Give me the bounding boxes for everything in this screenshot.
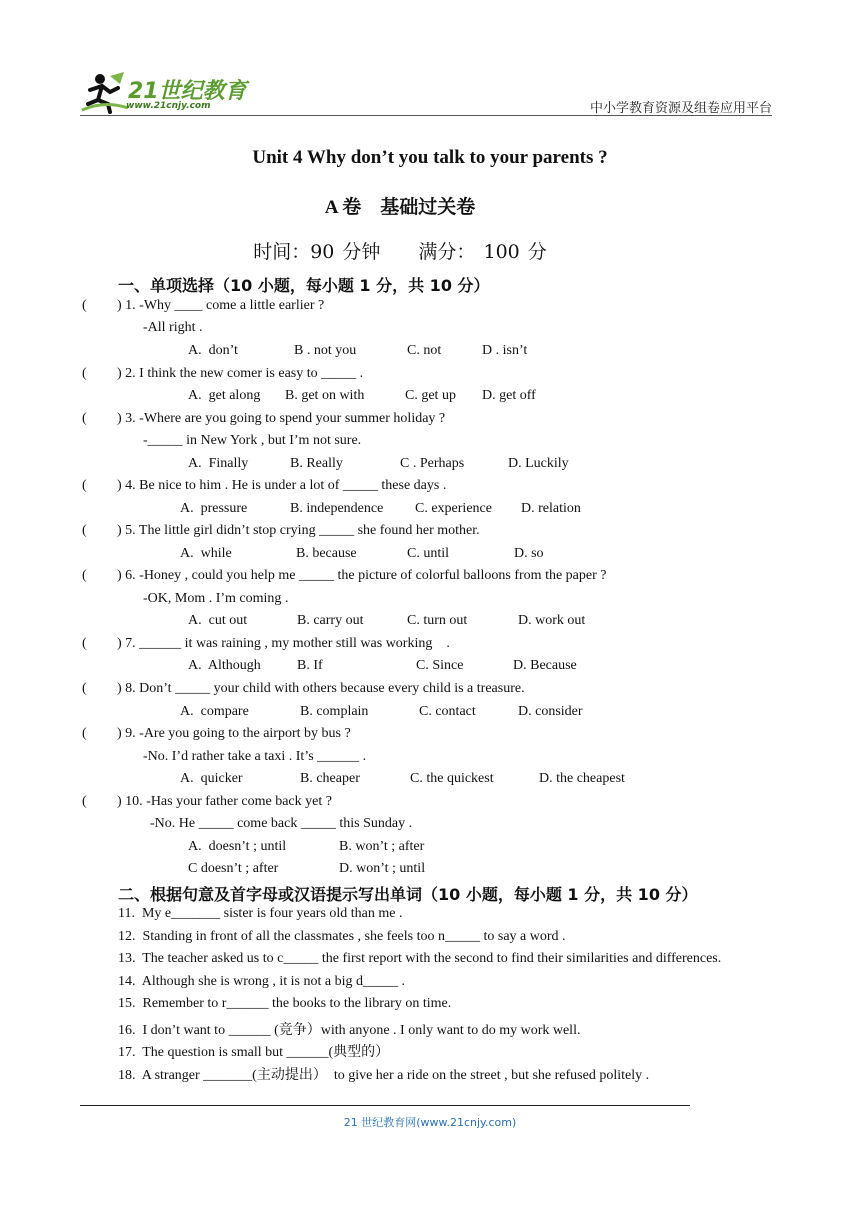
- question-stem: ) 1. -Why ____ come a little earlier ?: [117, 298, 325, 313]
- question-stem: ) 10. -Has your father come back yet ?: [117, 794, 332, 809]
- answer-paren[interactable]: (: [82, 568, 87, 583]
- option-b: B. cheaper: [300, 771, 360, 786]
- option-a: A. compare: [180, 704, 249, 719]
- question-stem-2: -All right .: [143, 320, 203, 335]
- option-b: B. If: [297, 658, 323, 673]
- option-b: B. get on with: [285, 388, 365, 403]
- page-title: Unit 4 Why don’t you talk to your parents ?: [252, 147, 608, 168]
- fill-blank-item: 17. The question is small but ______(典型的）: [118, 1045, 390, 1060]
- header-divider: [80, 115, 772, 116]
- question-stem: ) 7. ______ it was raining , my mother still was working .: [117, 636, 450, 651]
- question-stem: ) 3. -Where are you going to spend your summer holiday ?: [117, 411, 446, 426]
- option-d: D. Because: [513, 658, 577, 673]
- option-d: D. Luckily: [508, 456, 569, 471]
- option-a: A. don’t: [188, 343, 238, 358]
- answer-paren[interactable]: (: [82, 298, 87, 313]
- answer-paren[interactable]: (: [82, 794, 87, 809]
- answer-paren[interactable]: (: [82, 411, 87, 426]
- option-a: A. get along: [188, 388, 261, 403]
- question-stem-2: -No. I’d rather take a taxi . It’s ______ .: [143, 749, 367, 764]
- option-b: B. because: [296, 546, 357, 561]
- option-a: A. quicker: [180, 771, 243, 786]
- answer-paren[interactable]: (: [82, 478, 87, 493]
- option-b: B. complain: [300, 704, 369, 719]
- question-stem: ) 4. Be nice to him . He is under a lot of _____ these days .: [117, 478, 447, 493]
- fill-blank-item: 11. My e_______ sister is four years old than me .: [118, 906, 403, 921]
- option-d: D. the cheapest: [539, 771, 625, 786]
- option-c: C . Perhaps: [400, 456, 465, 471]
- answer-paren[interactable]: (: [82, 681, 87, 696]
- footer-divider: [80, 1105, 690, 1106]
- option-a: A. doesn’t ; until: [188, 839, 287, 854]
- option-d: D. get off: [482, 388, 536, 403]
- option-b: B. carry out: [297, 613, 364, 628]
- option-a: A. Although: [188, 658, 261, 673]
- option-d: D . isn’t: [482, 343, 528, 358]
- question-stem: ) 6. -Honey , could you help me _____ the picture of colorful balloons from the paper ?: [117, 568, 607, 583]
- answer-paren[interactable]: (: [82, 523, 87, 538]
- logo-text: 21世纪教育: [128, 79, 247, 104]
- answer-paren[interactable]: (: [82, 726, 87, 741]
- footer-link[interactable]: 21 世纪教育网(www.21cnjy.com): [343, 1116, 517, 1129]
- section2-heading: 二、根据句意及首字母或汉语提示写出单词（10 小题，每小题 1 分，共 10 分）: [118, 885, 698, 904]
- platform-name: 中小学教育资源及组卷应用平台: [589, 101, 772, 116]
- option-a: A. pressure: [180, 501, 248, 516]
- option-c: C. contact: [419, 704, 476, 719]
- question-stem-2: -No. He _____ come back _____ this Sunday .: [150, 816, 413, 831]
- option-d: D. so: [514, 546, 544, 561]
- time-score-line: 时间：90 分钟 满分： 100 分: [253, 241, 547, 263]
- option-c: C. turn out: [407, 613, 468, 628]
- option-d: D. work out: [518, 613, 586, 628]
- question-stem: ) 2. I think the new comer is easy to _____ .: [117, 366, 364, 381]
- option-a: A. cut out: [188, 613, 248, 628]
- option-c: C. get up: [405, 388, 456, 403]
- fill-blank-item: 12. Standing in front of all the classmates , she feels too n_____ to say a word .: [118, 929, 566, 944]
- fill-blank-item: 14. Although she is wrong , it is not a big d_____ .: [118, 974, 405, 989]
- runner-logo-icon: [80, 70, 130, 114]
- question-stem-2: -_____ in New York , but I’m not sure.: [143, 433, 362, 448]
- fill-blank-item: 13. The teacher asked us to c_____ the first report with the second to find their similarities and differences.: [118, 951, 722, 966]
- option-b: B . not you: [294, 343, 357, 358]
- section1-heading: 一、单项选择（10 小题，每小题 1 分，共 10 分）: [118, 276, 490, 295]
- option-c: C. Since: [416, 658, 464, 673]
- fill-blank-item: 18. A stranger _______(主动提出） to give her a ride on the street , but she refused politely .: [118, 1068, 650, 1083]
- option-b: B. Really: [290, 456, 343, 471]
- option-c: C. the quickest: [410, 771, 494, 786]
- option-b: B. won’t ; after: [339, 839, 425, 854]
- option-c: C. until: [407, 546, 450, 561]
- option-a: A. while: [180, 546, 232, 561]
- question-stem: ) 9. -Are you going to the airport by bus ?: [117, 726, 351, 741]
- answer-paren[interactable]: (: [82, 636, 87, 651]
- answer-paren[interactable]: (: [82, 366, 87, 381]
- option-c: C. experience: [415, 501, 492, 516]
- option-d: D. relation: [521, 501, 581, 516]
- option-b: B. independence: [290, 501, 384, 516]
- option-d: D. won’t ; until: [339, 861, 426, 876]
- option-a: A. Finally: [188, 456, 249, 471]
- option-d: D. consider: [518, 704, 583, 719]
- paper-subtitle: A 卷 基础过关卷: [324, 197, 476, 218]
- question-stem: ) 5. The little girl didn’t stop crying _____ she found her mother.: [117, 523, 480, 538]
- option-c: C. not: [407, 343, 442, 358]
- fill-blank-item: 15. Remember to r______ the books to the library on time.: [118, 996, 452, 1011]
- option-c: C doesn’t ; after: [188, 861, 279, 876]
- fill-blank-item: 16. I don’t want to ______ (竞争）with anyone . I only want to do my work well.: [118, 1023, 581, 1038]
- question-stem-2: -OK, Mom . I’m coming .: [143, 591, 289, 606]
- question-stem: ) 8. Don’t _____ your child with others because every child is a treasure.: [117, 681, 525, 696]
- logo-url: www.21cnjy.com: [126, 101, 211, 111]
